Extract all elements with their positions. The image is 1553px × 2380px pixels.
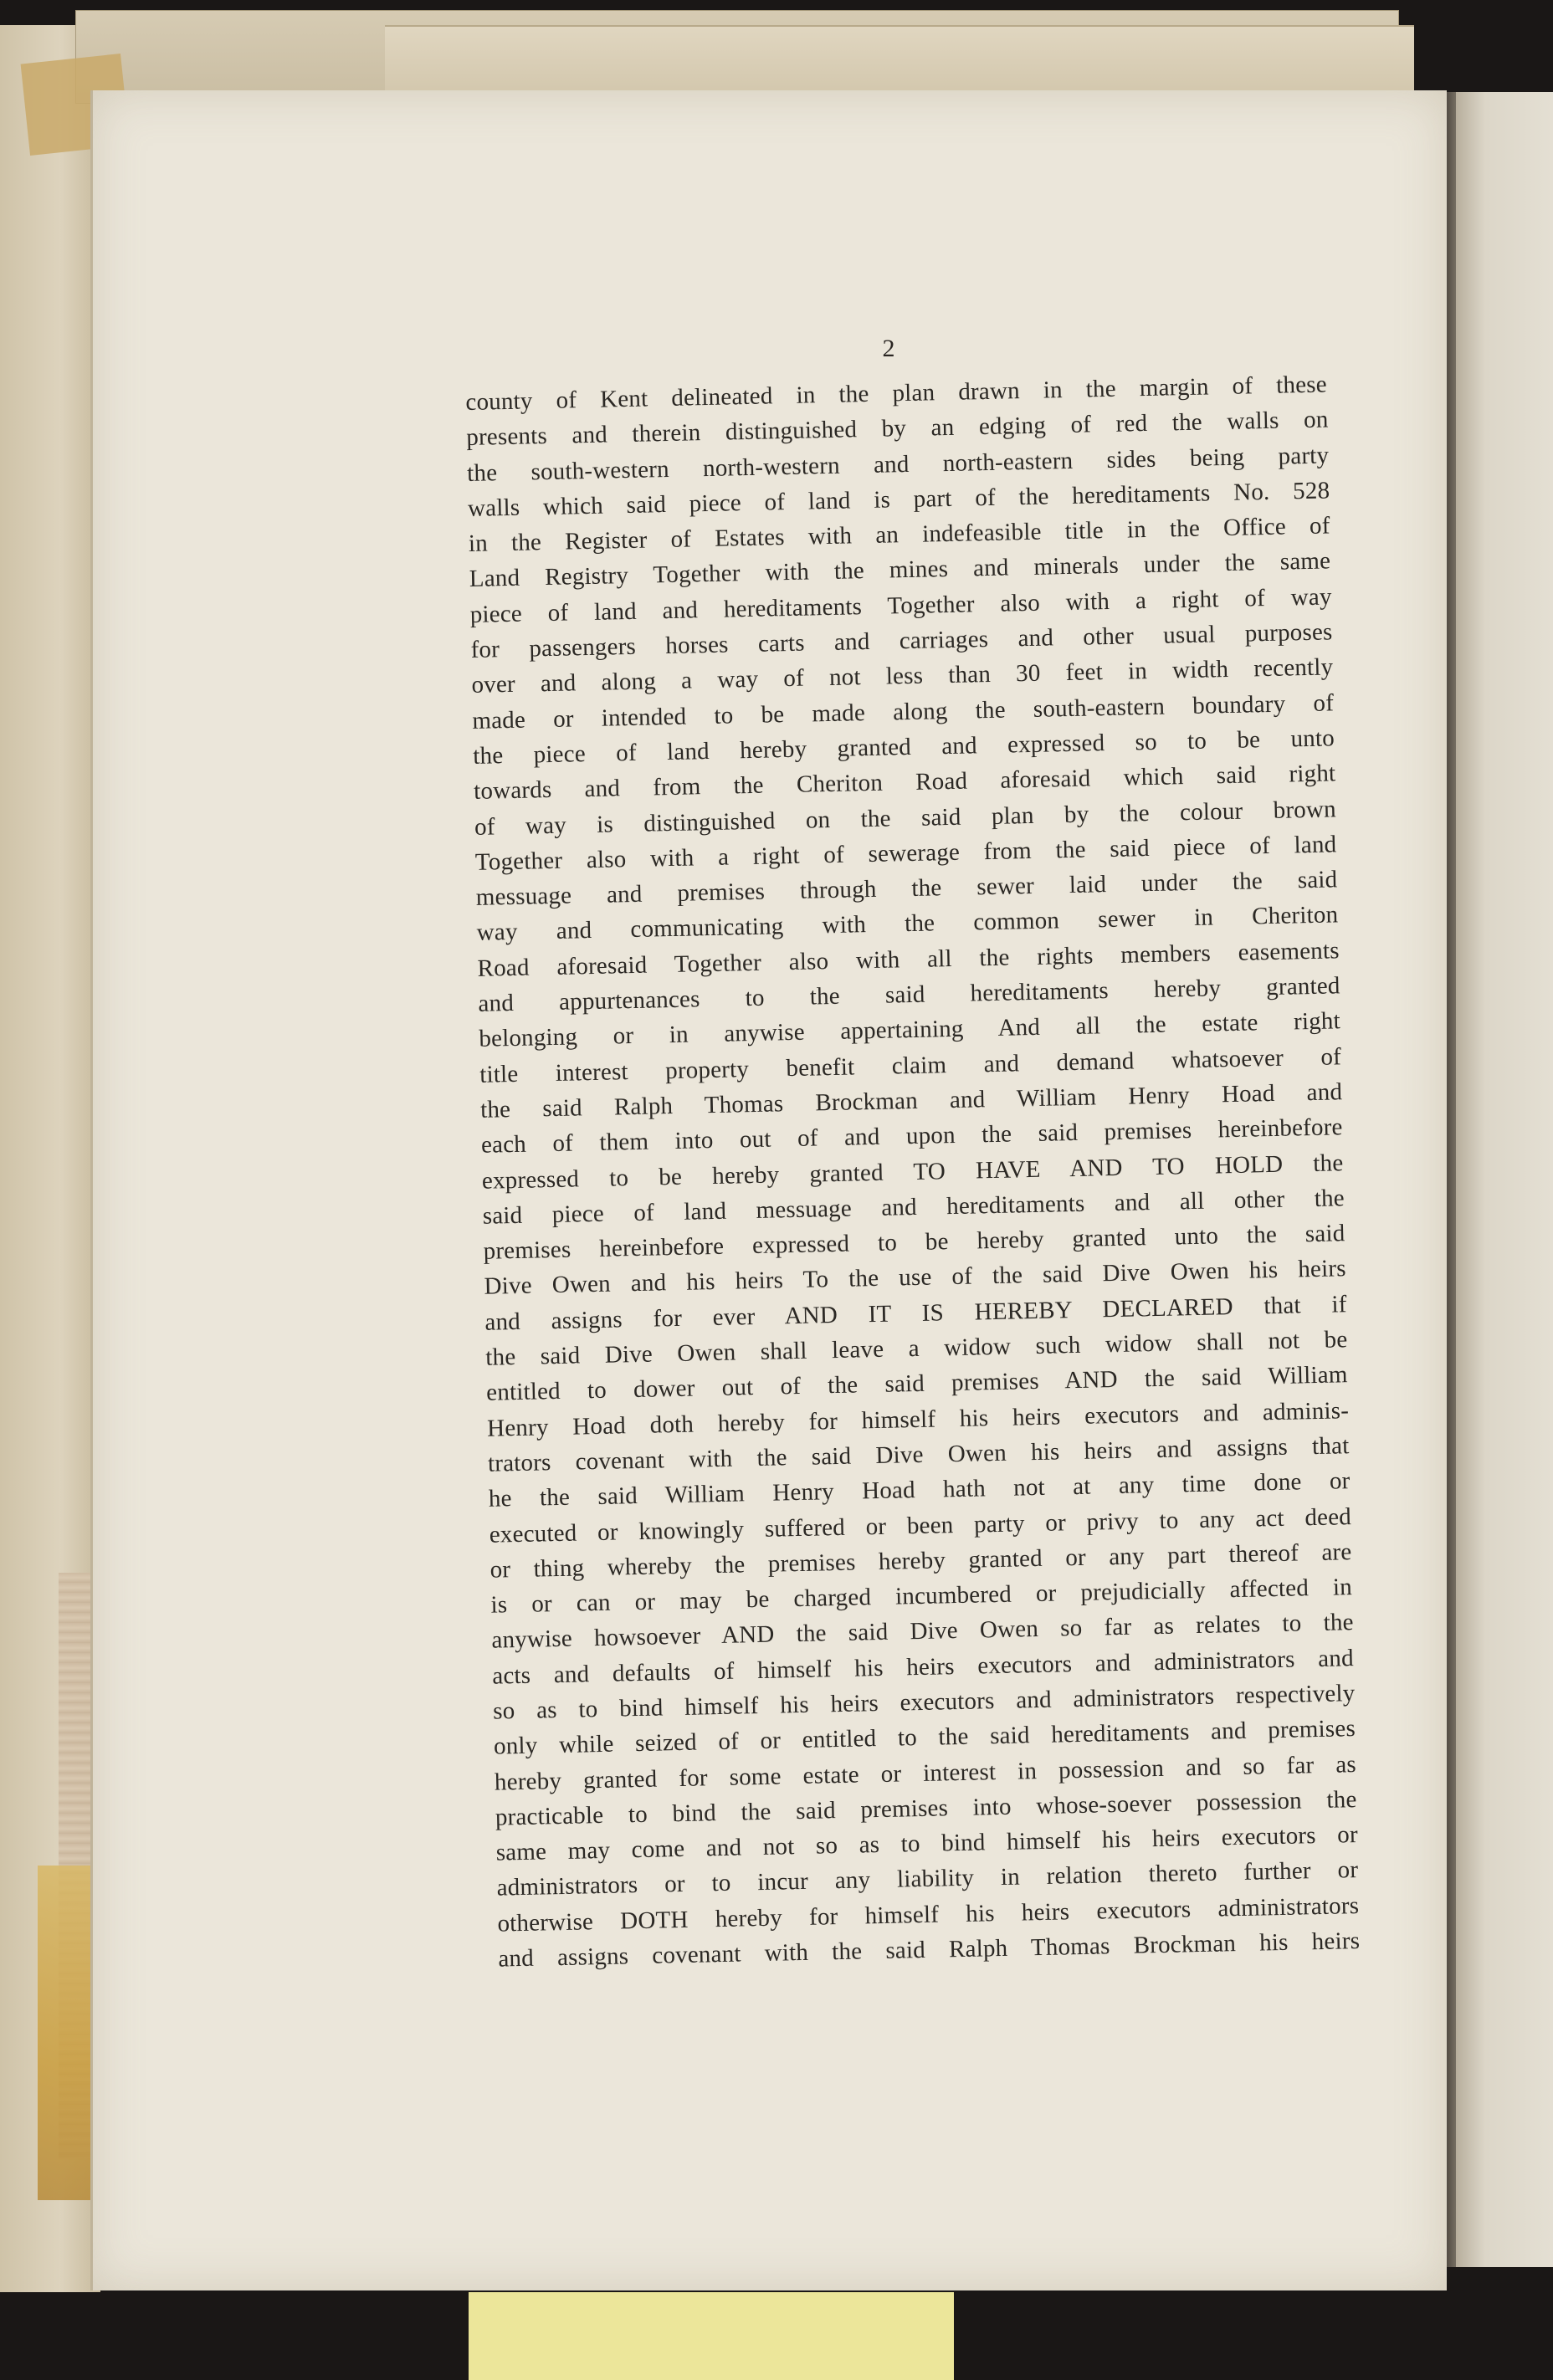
- text-line: acts and defaults of himself his heirs executors and administrators and: [491, 1644, 1355, 1690]
- text-line: Road aforesaid Together also with all the rights members easements: [477, 937, 1340, 982]
- text-line: he the said William Henry Hoad hath not at any time done or: [488, 1467, 1351, 1512]
- text-line: same may come and not so as to bind himself his heirs executors or: [495, 1821, 1359, 1866]
- text-line: so as to bind himself his heirs executors and administrators respectively: [492, 1680, 1356, 1725]
- text-line: hereby granted for some estate or interest in possession and so far as: [494, 1750, 1357, 1796]
- text-line: piece of land and hereditaments Together also with a right of way: [469, 583, 1332, 628]
- text-line: and assigns for ever AND IT IS HEREBY DECLARED that if: [484, 1290, 1347, 1336]
- text-line: belonging or in anywise appertaining And all the estate right: [479, 1007, 1341, 1053]
- text-line: Land Registry Together with the mines and minerals under the same: [469, 547, 1331, 593]
- text-line: and appurtenances to the said hereditaments hereby granted: [478, 972, 1340, 1017]
- text-line: over and along a way of not less than 30 feet in width recently: [471, 653, 1334, 699]
- text-line: towards and from the Cheriton Road aforesaid which said right: [473, 760, 1336, 806]
- text-line: each of them into out of and upon the said premises hereinbefore: [480, 1113, 1343, 1159]
- page-number: 2: [882, 335, 895, 362]
- text-line: only while seized of or entitled to the said hereditaments and premises: [493, 1715, 1356, 1760]
- text-line: title interest property benefit claim and demand whatsoever of: [479, 1042, 1342, 1088]
- text-line: trators covenant with the said Dive Owen his heirs and assigns that: [487, 1432, 1350, 1477]
- text-line: premises hereinbefore expressed to be hereby granted unto the said: [483, 1220, 1345, 1265]
- text-line: entitled to dower out of the said premises AND the said William: [485, 1361, 1348, 1407]
- text-line: of way is distinguished on the said plan by the colour brown: [474, 795, 1337, 841]
- text-line: walls which said piece of land is part of the hereditaments No. 528: [467, 477, 1330, 522]
- text-line: made or intended to be made along the south-eastern boundary of: [472, 689, 1335, 734]
- deed-text-block: [465, 366, 1361, 1977]
- text-line: in the Register of Estates with an indefeasible title in the Office of: [468, 512, 1330, 558]
- text-line: otherwise DOTH hereby for himself his heirs executors administrators: [497, 1891, 1360, 1937]
- text-line: for passengers horses carts and carriages and other usual purposes: [470, 618, 1333, 664]
- text-line: Dive Owen and his heirs To the use of the said Dive Owen his heirs: [484, 1255, 1347, 1301]
- text-line: county of Kent delineated in the plan drawn in the margin of these: [465, 371, 1328, 416]
- text-line: the said Ralph Thomas Brockman and William Henry Hoad and: [479, 1078, 1343, 1123]
- text-line: way and communicating with the common sewer in Cheriton: [476, 901, 1339, 947]
- text-line: presents and therein distinguished by an edging of red the walls on: [465, 406, 1329, 452]
- text-line: Henry Hoad doth hereby for himself his heirs executors and adminis-: [486, 1396, 1350, 1442]
- text-line: administrators or to incur any liability in relation thereto further or: [496, 1856, 1359, 1902]
- text-line: expressed to be hereby granted TO HAVE AND TO HOLD the: [481, 1149, 1344, 1195]
- text-line: practicable to bind the said premises into whose-soever possession the: [495, 1785, 1357, 1831]
- text-line: and assigns covenant with the said Ralph Thomas Brockman his heirs: [498, 1927, 1361, 1973]
- text-line: is or can or may be charged incumbered or prejudicially affected in: [490, 1574, 1353, 1619]
- yellow-index-tab: [469, 2292, 954, 2380]
- under-page-edge: [385, 25, 1414, 94]
- text-line: the said Dive Owen shall leave a widow such widow shall not be: [485, 1326, 1348, 1371]
- text-line: executed or knowingly suffered or been party or privy to any act deed: [489, 1502, 1352, 1548]
- facing-page-edge: [1456, 92, 1553, 2267]
- text-line: the piece of land hereby granted and expressed so to be unto: [472, 724, 1335, 770]
- text-line: messuage and premises through the sewer laid under the said: [475, 866, 1338, 912]
- text-line: Together also with a right of sewerage from the said piece of land: [474, 831, 1337, 876]
- text-line: anywise howsoever AND the said Dive Owen so far as relates to the: [491, 1609, 1355, 1655]
- text-line: said piece of land messuage and hereditaments and all other the: [482, 1185, 1345, 1230]
- text-line: or thing whereby the premises hereby granted or any part thereof are: [489, 1538, 1352, 1584]
- text-line: the south-western north-western and north-eastern sides being party: [466, 441, 1330, 487]
